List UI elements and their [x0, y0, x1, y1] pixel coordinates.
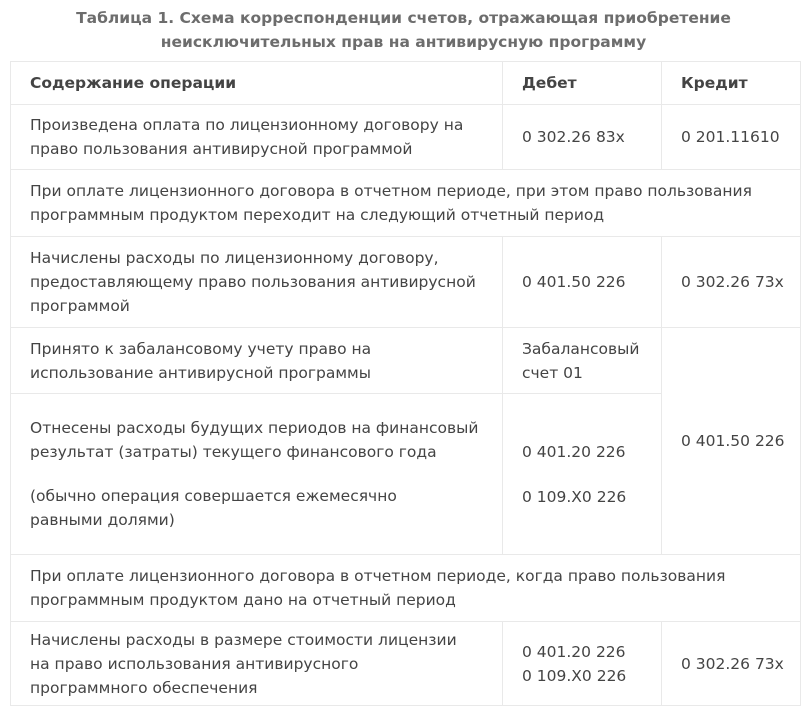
- header-debit: Дебет: [503, 62, 662, 105]
- operation-text: Принято к забалансовому учету право на: [30, 339, 372, 358]
- caption-line-1: Таблица 1. Схема корреспонденции счетов, отражающая приобретение: [76, 9, 731, 27]
- debit-cell: [503, 622, 662, 706]
- operation-cell: [11, 394, 503, 555]
- operation-note: равными долями): [30, 511, 175, 529]
- operation-cell: [11, 237, 503, 328]
- header-operation: Содержание операции: [11, 62, 503, 105]
- operation-text: предоставляющему право пользования антивирусной: [30, 273, 476, 291]
- section-text: При оплате лицензионного договора в отчетном периоде, при этом право пользования: [30, 182, 752, 200]
- debit-cell: [503, 328, 662, 394]
- credit-cell: 0 302.26 73х: [662, 237, 801, 328]
- section-text: программным продуктом дано на отчетный период: [30, 591, 456, 609]
- operation-cell: [11, 328, 503, 394]
- debit-text: 0 401.20 226: [522, 442, 626, 461]
- operation-text: Начислены расходы в размере стоимости лицензии: [30, 630, 457, 649]
- debit-text: 0 109.Х0 226: [522, 487, 627, 506]
- section-cell: [11, 555, 801, 622]
- operation-text: Произведена оплата по лицензионному договору на: [30, 116, 464, 134]
- section-text: программным продуктом переходит на следующий отчетный период: [30, 206, 605, 224]
- operation-text: Начислены расходы по лицензионному договору,: [30, 249, 439, 267]
- table-row: [11, 105, 801, 170]
- table-row: [11, 237, 801, 328]
- operation-text: использование антивирусной программы: [30, 363, 371, 382]
- operation-note: (обычно операция совершается ежемесячно: [30, 487, 397, 505]
- operation-text: на право использования антивирусного: [30, 654, 359, 673]
- debit-text: 0 401.20 226: [522, 642, 626, 661]
- credit-cell: 0 401.50 226: [662, 328, 801, 555]
- section-row: [11, 170, 801, 237]
- table-row: [11, 622, 801, 706]
- debit-text: счет 01: [522, 363, 583, 382]
- operation-text: Отнесены расходы будущих периодов на финансовый: [30, 419, 479, 437]
- debit-cell: 0 302.26 83х: [503, 105, 662, 170]
- section-row: [11, 555, 801, 622]
- debit-cell: [503, 394, 662, 555]
- table-header-row: [11, 62, 801, 105]
- table-row: [11, 328, 801, 394]
- debit-cell: 0 401.50 226: [503, 237, 662, 328]
- operation-cell: [11, 622, 503, 706]
- operation-text: результат (затраты) текущего финансового года: [30, 443, 437, 461]
- operation-cell: [11, 105, 503, 170]
- caption-line-2: неисключительных прав на антивирусную программу: [160, 33, 647, 51]
- section-text: При оплате лицензионного договора в отчетном периоде, когда право пользования: [30, 567, 726, 585]
- accounts-table: [10, 61, 801, 706]
- operation-text: программного обеспечения: [30, 678, 258, 697]
- debit-text: Забалансовый: [522, 339, 640, 358]
- credit-cell: 0 302.26 73х: [662, 622, 801, 706]
- section-cell: [11, 170, 801, 237]
- header-credit: Кредит: [662, 62, 801, 105]
- operation-text: право пользования антивирусной программой: [30, 140, 413, 158]
- operation-text: программой: [30, 297, 130, 315]
- debit-text: 0 109.Х0 226: [522, 666, 627, 685]
- credit-cell: 0 201.11610: [662, 105, 801, 170]
- table-caption: [0, 0, 807, 54]
